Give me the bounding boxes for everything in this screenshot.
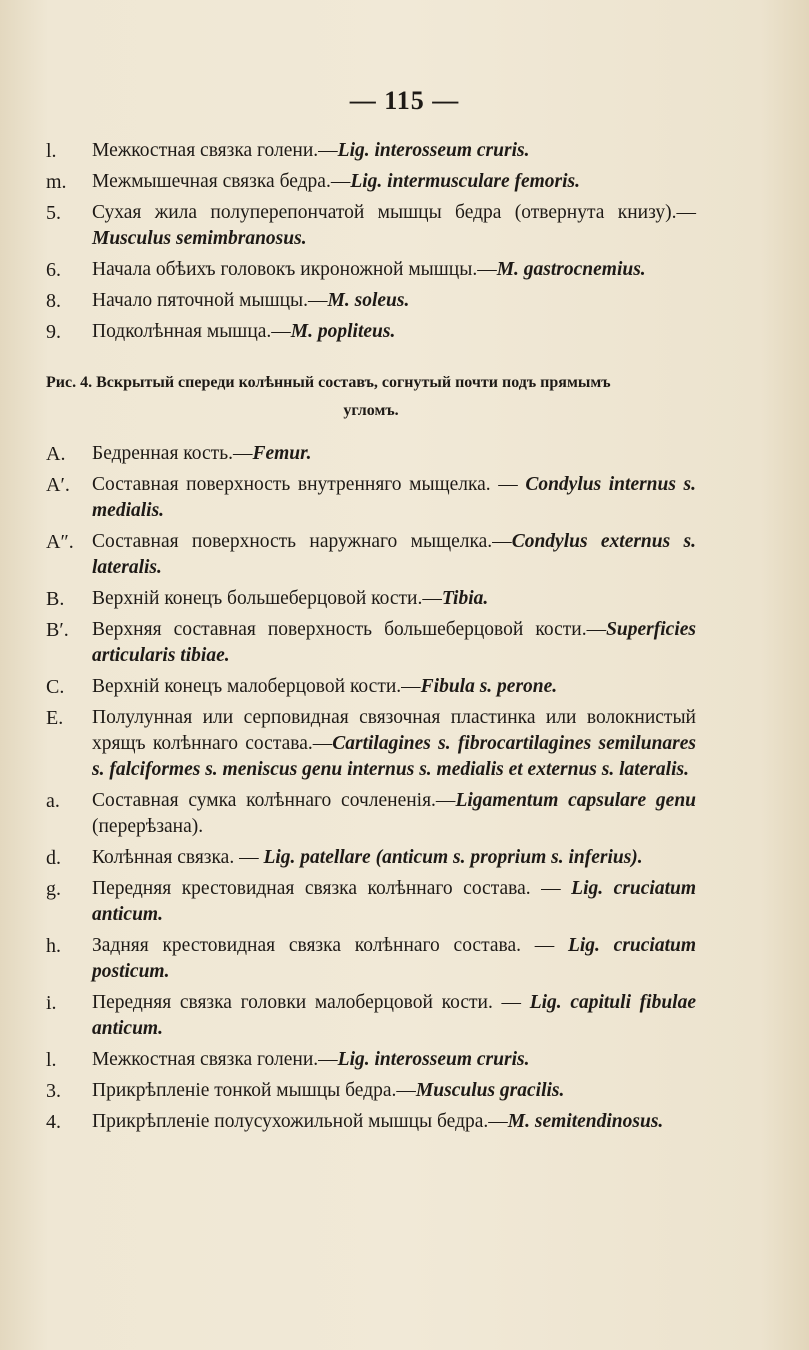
entry-russian-text: Подколѣнная мышца.— xyxy=(92,321,291,342)
page-number: — 115 — xyxy=(349,86,460,115)
entry-text xyxy=(92,617,696,669)
legend-entry xyxy=(46,705,696,783)
entry-latin-name: Lig. intermusculare femoris. xyxy=(350,171,581,192)
legend-entry xyxy=(46,845,696,871)
entry-russian-text: Составная поверхность наружнаго мыщелка.— xyxy=(92,531,512,552)
entry-russian-text: Полулунная или серповидная связочная пластинка или волокнистый хрящъ колѣннаго состава.— xyxy=(92,707,696,754)
entry-label: m. xyxy=(46,171,67,193)
entry-text xyxy=(92,788,696,840)
entry-text xyxy=(92,169,696,195)
legend-entry xyxy=(46,169,696,195)
entry-latin-name: Musculus gracilis. xyxy=(415,1080,565,1101)
entry-label: B. xyxy=(46,588,65,610)
entry-latin-name: Lig. capituli fibulae anticum. xyxy=(92,992,696,1039)
entry-latin-name: Ligamentum capsulare genu xyxy=(455,790,697,811)
legend-entry xyxy=(46,257,696,283)
legend-entry xyxy=(46,788,696,840)
entry-latin-name: Superficies articularis tibiae. xyxy=(92,619,696,666)
entry-latin-name: M. soleus. xyxy=(327,290,410,311)
entry-label: l. xyxy=(46,1049,57,1071)
entry-latin-name: Condylus internus s. medialis. xyxy=(92,474,696,521)
figure-caption-line2: угломъ. xyxy=(343,402,399,419)
entry-russian-text: Межмышечная связка бедра.— xyxy=(92,171,351,192)
entry-label: C. xyxy=(46,676,65,698)
entry-russian-text: Верхній конецъ большеберцовой кости.— xyxy=(92,588,442,609)
entry-tail-text: (перерѣзана). xyxy=(92,816,204,837)
entry-text xyxy=(92,845,696,871)
entry-latin-name: Tibia. xyxy=(441,588,489,609)
entry-latin-name: Femur. xyxy=(252,443,312,464)
legend-entry xyxy=(46,288,696,314)
entry-russian-text: Межкостная связка голени.— xyxy=(92,1049,338,1070)
entry-russian-text: Бедренная кость.— xyxy=(92,443,253,464)
entry-text xyxy=(92,933,696,985)
entry-label: A′. xyxy=(46,474,70,496)
entries-top-list xyxy=(46,138,696,345)
legend-entry xyxy=(46,441,696,467)
entry-russian-text: Сухая жила полуперепончатой мышцы бедра (отвернута книзу).— xyxy=(92,202,696,223)
entry-text xyxy=(92,1078,696,1104)
legend-entry xyxy=(46,933,696,985)
entry-russian-text: Передняя связка головки малоберцовой кости. — xyxy=(92,992,530,1013)
entry-label: i. xyxy=(46,992,57,1014)
entry-label: A″. xyxy=(46,531,74,553)
legend-entry xyxy=(46,876,696,928)
entry-latin-name: Condylus externus s. lateralis. xyxy=(92,531,696,578)
entry-label: 6. xyxy=(46,259,61,281)
entry-label: 4. xyxy=(46,1111,61,1133)
entry-text xyxy=(92,319,696,345)
entry-label: d. xyxy=(46,847,61,869)
entry-russian-text: Прикрѣпленіе полусухожильной мышцы бедра.— xyxy=(92,1111,508,1132)
entry-latin-name: Lig. cruciatum posticum. xyxy=(92,935,697,982)
entry-text xyxy=(92,441,696,467)
legend-entry xyxy=(46,138,696,164)
entries-bottom-list xyxy=(46,441,696,1135)
legend-entry xyxy=(46,990,696,1042)
entry-latin-name: M. semitendinosus. xyxy=(507,1111,664,1132)
legend-entry xyxy=(46,200,696,252)
figure-caption xyxy=(46,369,696,425)
entry-latin-name: Musculus semimbranosus. xyxy=(92,228,307,249)
entry-latin-name: M. gastrocnemius. xyxy=(496,259,646,280)
entry-latin-name: Fibula s. perone. xyxy=(420,676,558,697)
entry-text xyxy=(92,1047,696,1073)
entry-label: E. xyxy=(46,707,64,729)
legend-entry xyxy=(46,529,696,581)
entry-label: 8. xyxy=(46,290,61,312)
entry-label: B′. xyxy=(46,619,69,641)
entry-text xyxy=(92,200,696,252)
entry-latin-name: Cartilagines s. fibrocartilagines semilunares s. falciformes s. meniscus genu internus s. medialis et externus s. lateralis. xyxy=(92,733,696,780)
entry-text xyxy=(92,1109,696,1135)
legend-entry xyxy=(46,1047,696,1073)
legend-entry xyxy=(46,617,696,669)
entry-russian-text: Задняя крестовидная связка колѣннаго состава. — xyxy=(92,935,568,956)
entry-text xyxy=(92,472,696,524)
entry-text xyxy=(92,138,696,164)
entry-text xyxy=(92,529,696,581)
entry-text xyxy=(92,674,696,700)
legend-entry xyxy=(46,674,696,700)
entry-label: g. xyxy=(46,878,61,900)
legend-entry xyxy=(46,472,696,524)
entry-latin-name: Lig. interosseum cruris. xyxy=(337,140,530,161)
entry-russian-text: Начало пяточной мышцы.— xyxy=(92,290,328,311)
entry-label: 9. xyxy=(46,321,61,343)
entry-russian-text: Межкостная связка голени.— xyxy=(92,140,338,161)
entry-text xyxy=(92,257,696,283)
page-content xyxy=(46,138,696,1140)
legend-entry xyxy=(46,586,696,612)
entry-russian-text: Начала обѣихъ головокъ икроножной мышцы.— xyxy=(92,259,497,280)
entry-label: 5. xyxy=(46,202,61,224)
entry-text xyxy=(92,586,696,612)
entry-russian-text: Верхняя составная поверхность большеберцовой кости.— xyxy=(92,619,607,640)
entry-text xyxy=(92,876,696,928)
legend-entry xyxy=(46,1109,696,1135)
entry-text xyxy=(92,990,696,1042)
entry-russian-text: Составная поверхность внутренняго мыщелка. — xyxy=(92,474,526,495)
entry-label: A. xyxy=(46,443,66,465)
figure-caption-line1: Рис. 4. Вскрытый спереди колѣнный составъ, согнутый почти подъ прямымъ xyxy=(46,374,611,391)
entry-russian-text: Составная сумка колѣннаго сочлененія.— xyxy=(92,790,456,811)
legend-entry xyxy=(46,1078,696,1104)
entry-label: a. xyxy=(46,790,60,812)
entry-russian-text: Колѣнная связка. — xyxy=(92,847,264,868)
entry-label: h. xyxy=(46,935,61,957)
entry-latin-name: Lig. interosseum cruris. xyxy=(337,1049,530,1070)
entry-russian-text: Прикрѣпленіе тонкой мышцы бедра.— xyxy=(92,1080,416,1101)
entry-text xyxy=(92,705,696,783)
legend-entry xyxy=(46,319,696,345)
entry-label: 3. xyxy=(46,1080,61,1102)
entry-text xyxy=(92,288,696,314)
entry-label: l. xyxy=(46,140,57,162)
entry-latin-name: Lig. patellare (anticum s. proprium s. inferius). xyxy=(263,847,643,868)
entry-latin-name: M. popliteus. xyxy=(290,321,396,342)
entry-latin-name: Lig. cruciatum anticum. xyxy=(92,878,696,925)
entry-russian-text: Передняя крестовидная связка колѣннаго состава. — xyxy=(92,878,572,899)
entry-russian-text: Верхній конецъ малоберцовой кости.— xyxy=(92,676,421,697)
